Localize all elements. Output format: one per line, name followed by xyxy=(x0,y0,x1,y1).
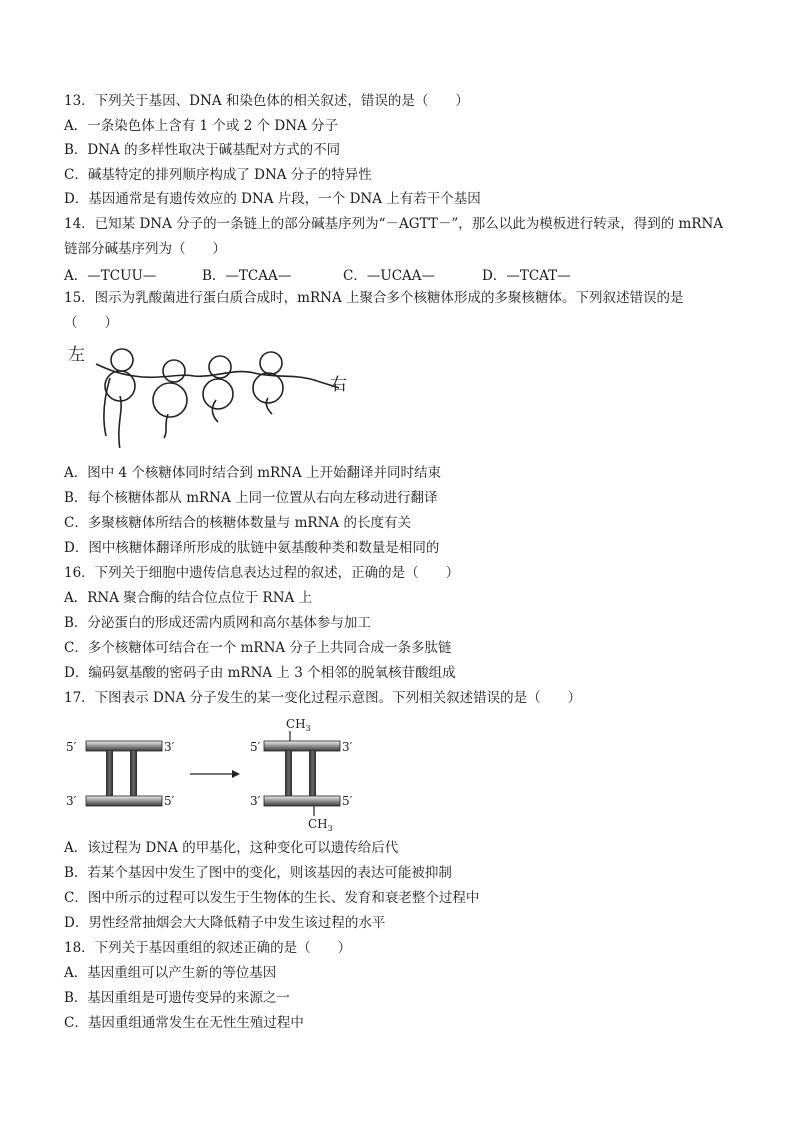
q13-option-d: D．基因通常是有遗传效应的 DNA 片段，一个 DNA 上有若干个基因 xyxy=(64,191,481,207)
label-5prime-bottom-right: 5′ xyxy=(342,794,353,808)
q15-option-c: C．多聚核糖体所结合的核糖体数量与 mRNA 的长度有关 xyxy=(64,515,411,531)
q13-option-b: B．DNA 的多样性取决于碱基配对方式的不同 xyxy=(64,142,341,158)
q16-stem: 16．下列关于细胞中遗传信息表达过程的叙述，正确的是（ ） xyxy=(64,565,460,581)
dna-after xyxy=(250,717,353,833)
process-arrow xyxy=(190,770,240,778)
label-5prime-bottom-left: 5′ xyxy=(164,794,175,808)
q17-option-a: A．该过程为 DNA 的甲基化，这种变化可以遗传给后代 xyxy=(64,840,399,856)
methyl-top-label: $CH_3$ xyxy=(286,717,311,733)
base-pair-1-after xyxy=(285,751,292,796)
label-3prime-top-right: 3′ xyxy=(342,740,353,754)
q13-stem: 13．下列关于基因、DNA 和染色体的相关叙述，错误的是（ ） xyxy=(64,93,469,109)
polyribosome-figure xyxy=(64,338,364,448)
q16-option-d: D．编码氨基酸的密码子由 mRNA 上 3 个相邻的脱氧核苷酸组成 xyxy=(64,665,456,681)
figure-label-right: 右 xyxy=(330,375,347,395)
q16-option-c: C．多个核糖体可结合在一个 mRNA 分子上共同合成一条多肽链 xyxy=(64,640,452,656)
q17-stem: 17．下图表示 DNA 分子发生的某一变化过程示意图。下列相关叙述错误的是（ ） xyxy=(64,690,582,706)
q18-option-a: A．基因重组可以产生新的等位基因 xyxy=(64,965,277,981)
base-pair-2-before xyxy=(130,751,137,796)
q14-option-a: A．—TCUU— xyxy=(64,268,157,284)
base-pair-1-before xyxy=(106,751,113,796)
label-3prime-bottom-right: 3′ xyxy=(250,794,261,808)
q14-option-b: B．—TCAA— xyxy=(202,268,292,284)
q16-option-b: B．分泌蛋白的形成还需内质网和高尔基体参与加工 xyxy=(64,615,371,631)
q14-option-d: D．—TCAT— xyxy=(482,268,571,284)
q17-option-b: B．若某个基因中发生了图中的变化，则该基因的表达可能被抑制 xyxy=(64,865,452,881)
q14-options-row xyxy=(64,264,684,282)
q18-option-b: B．基因重组是可遗传变异的来源之一 xyxy=(64,990,290,1006)
ribosome-4 xyxy=(253,352,283,414)
q15-option-b: B．每个核糖体都从 mRNA 上同一位置从右向左移动进行翻译 xyxy=(64,490,438,506)
q15-stem-line2: （ ） xyxy=(64,315,118,331)
q15-option-d: D．图中核糖体翻译所形成的肽链中氨基酸种类和数量是相同的 xyxy=(64,540,440,556)
label-3prime-top-left: 3′ xyxy=(164,740,175,754)
q16-option-a: A．RNA 聚合酶的结合位点位于 RNA 上 xyxy=(64,590,313,606)
q13-option-a: A．一条染色体上含有 1 个或 2 个 DNA 分子 xyxy=(64,118,339,134)
label-5prime-top-left: 5′ xyxy=(66,740,77,754)
dna-before xyxy=(66,740,175,808)
q14-option-c: C．—UCAA— xyxy=(343,268,436,284)
q14-stem-line1: 14．已知某 DNA 分子的一条链上的部分碱基序列为“－AGTT－”，那么以此为模板进行转录，得到的 mRNA xyxy=(64,216,724,232)
q15-option-a: A．图中 4 个核糖体同时结合到 mRNA 上开始翻译并同时结束 xyxy=(64,465,442,481)
figure-label-left: 左 xyxy=(68,345,85,365)
ribosome-3 xyxy=(203,356,233,422)
q18-stem: 18．下列关于基因重组的叙述正确的是（ ） xyxy=(64,940,352,956)
q15-stem-line1: 15．图示为乳酸菌进行蛋白质合成时，mRNA 上聚合多个核糖体形成的多聚核糖体。下列叙述错误的是 xyxy=(64,290,684,306)
label-3prime-bottom-left: 3′ xyxy=(66,794,77,808)
ribosome-2 xyxy=(153,360,187,438)
q13-option-c: C．碱基特定的排列顺序构成了 DNA 分子的特异性 xyxy=(64,167,372,183)
strand-top-before xyxy=(86,741,162,751)
mrna-strand xyxy=(96,364,339,388)
strand-bottom-after xyxy=(264,796,340,806)
ribosome-1 xyxy=(104,349,135,448)
q17-option-d: D．男性经常抽烟会大大降低精子中发生该过程的水平 xyxy=(64,915,386,931)
q17-option-c: C．图中所示的过程可以发生于生物体的生长、发育和衰老整个过程中 xyxy=(64,890,480,906)
methyl-bottom-label: $CH_3$ xyxy=(308,817,333,833)
base-pair-2-after xyxy=(309,751,316,796)
strand-bottom-before xyxy=(86,796,162,806)
q14-stem-line2: 链部分碱基序列为（ ） xyxy=(64,241,226,257)
strand-top-after xyxy=(264,741,340,751)
label-5prime-top-right: 5′ xyxy=(250,740,261,754)
dna-methylation-figure xyxy=(64,712,374,834)
q18-option-c: C．基因重组通常发生在无性生殖过程中 xyxy=(64,1015,304,1031)
